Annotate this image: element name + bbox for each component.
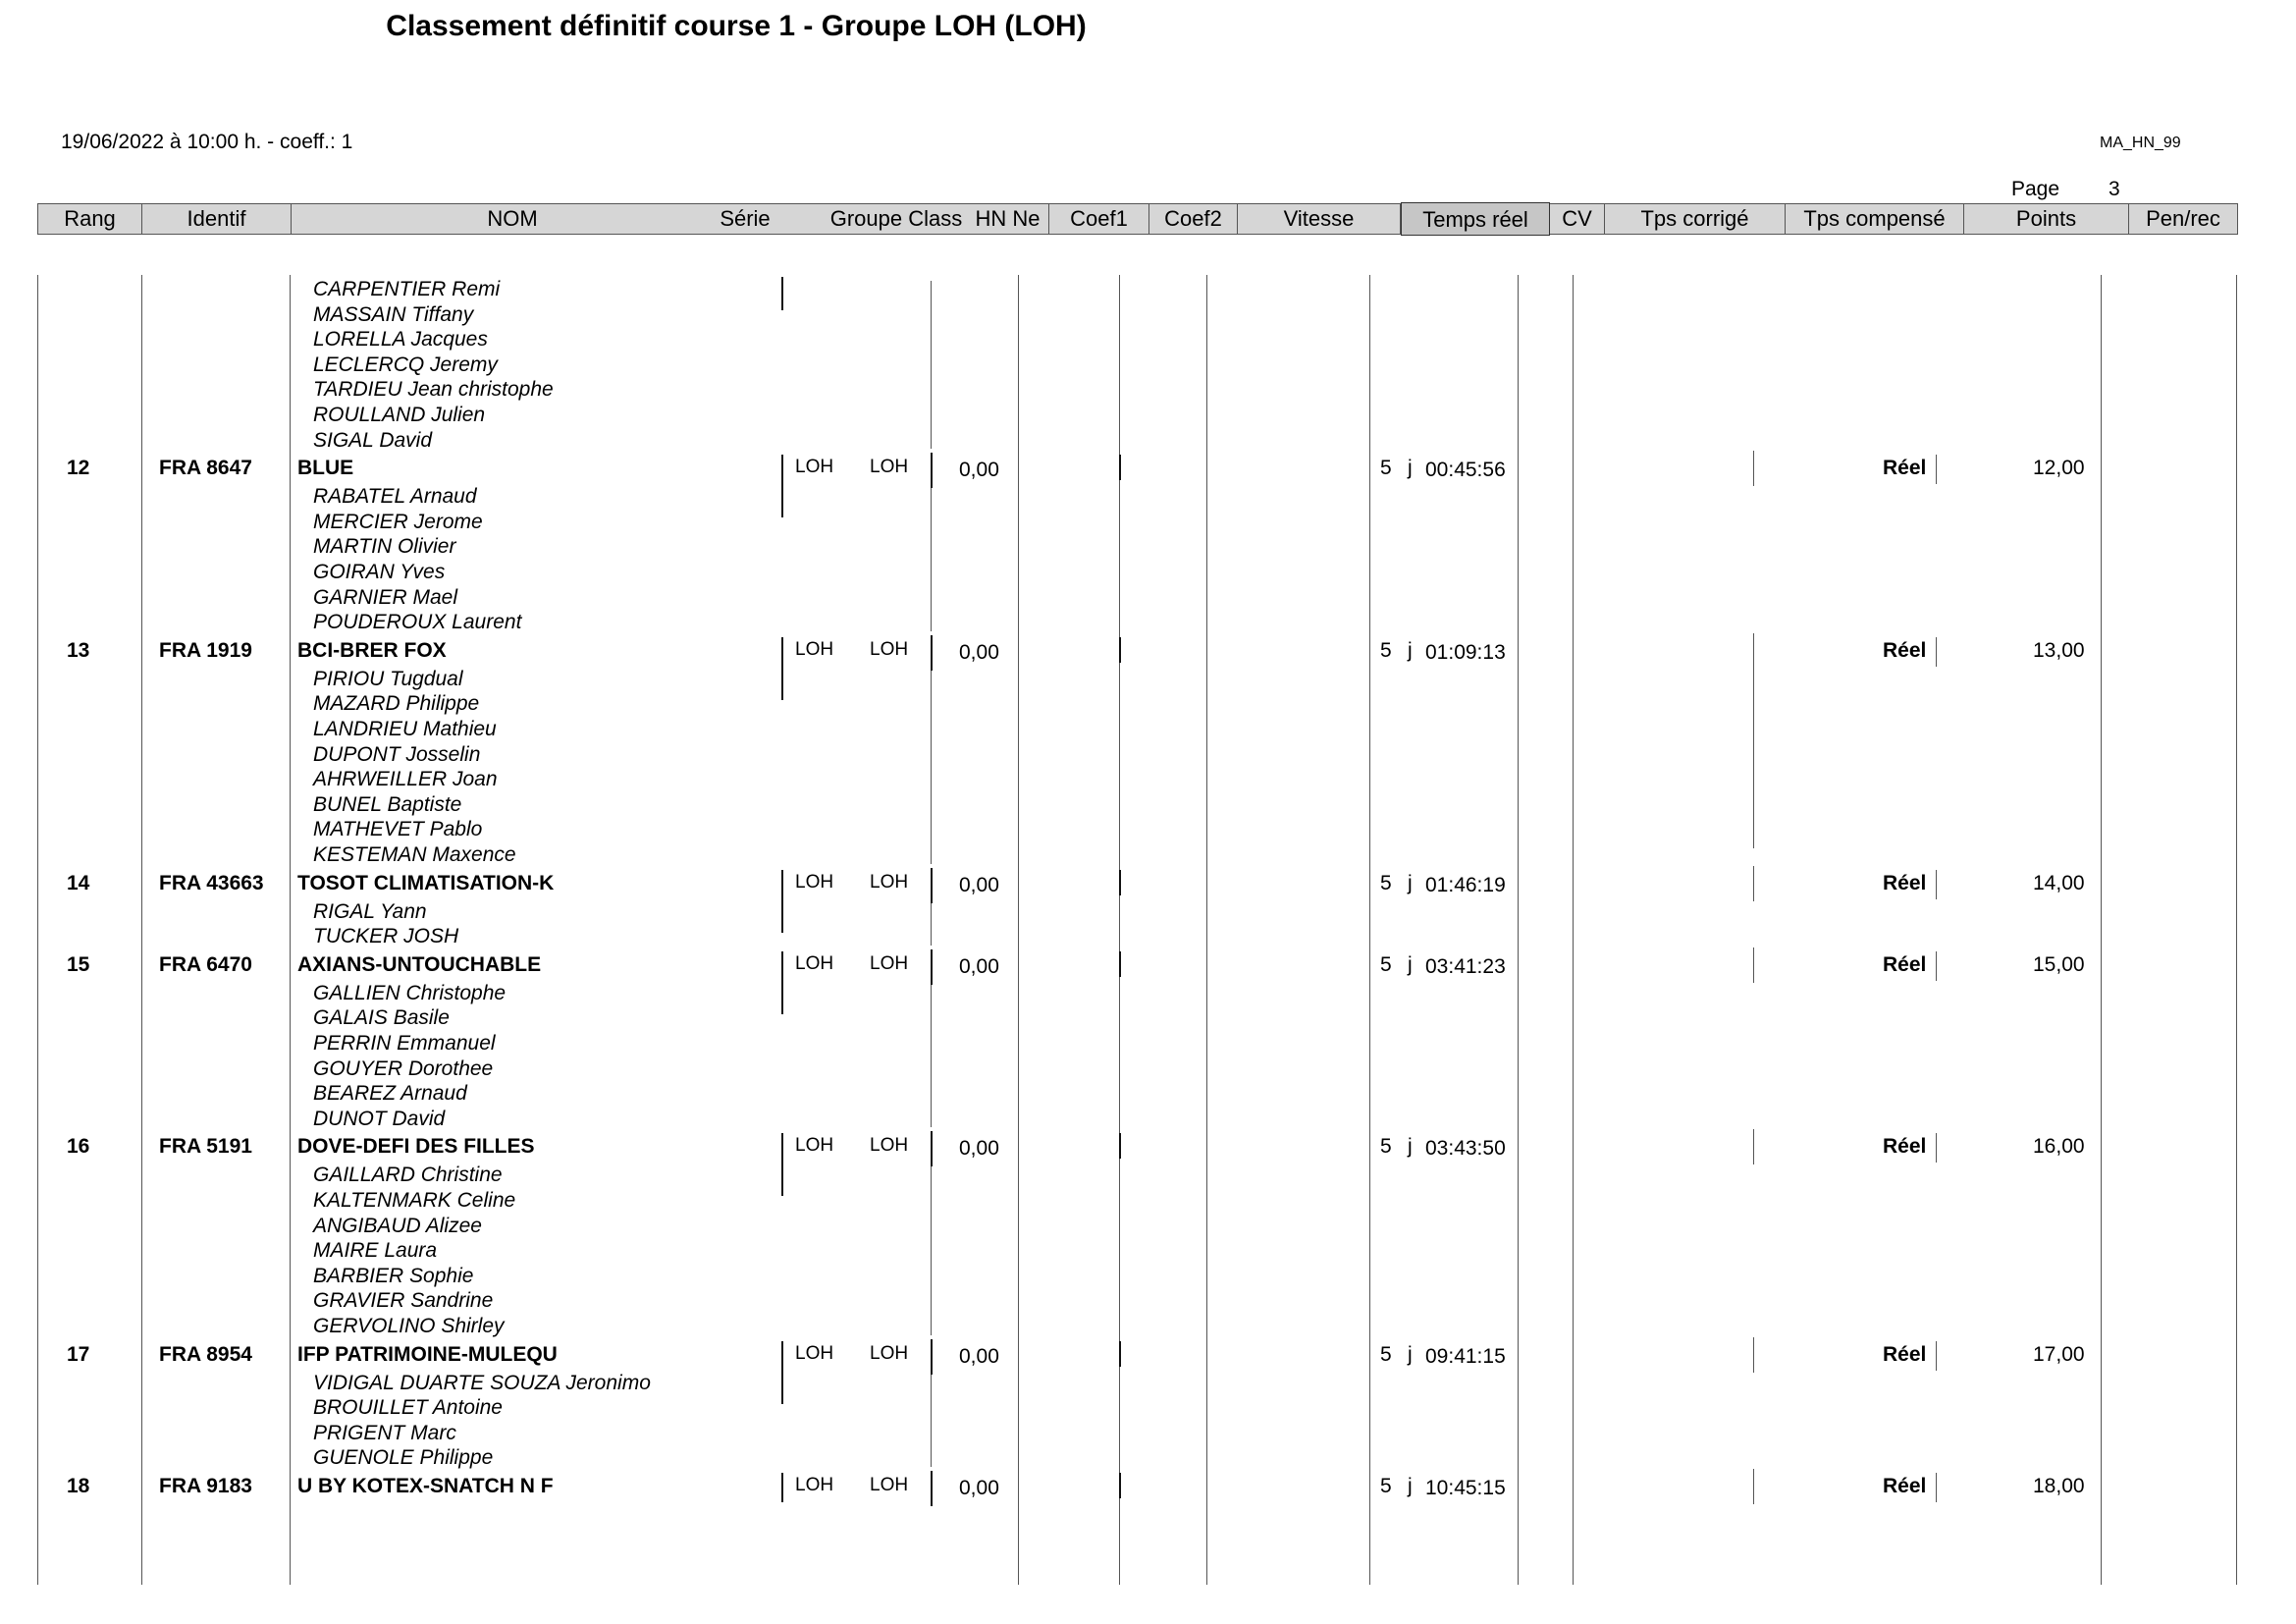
crew-member: BUNEL Baptiste <box>313 792 462 816</box>
crew-member: MAZARD Philippe <box>313 692 480 716</box>
serie-cell: LOH <box>795 871 834 893</box>
crew-member: VIDIGAL DUARTE SOUZA Jeronimo <box>313 1371 651 1394</box>
grid-line <box>1573 275 1574 1585</box>
handicap-cell: 0,00 <box>959 954 999 978</box>
serie-cell: LOH <box>795 1475 834 1495</box>
grid-line <box>1369 275 1370 1585</box>
tps-compense-cell: Réel <box>1883 952 1927 976</box>
groupe-cell: LOH <box>870 871 909 893</box>
crew-member: MATHEVET Pablo <box>313 818 483 841</box>
cell-divider <box>931 1339 933 1375</box>
cell-divider <box>1753 1469 1754 1504</box>
cv-cell: 5 <box>1380 952 1392 976</box>
cell-divider <box>1753 1129 1754 1164</box>
boat-name-cell: DOVE-DEFI DES FILLES <box>297 1135 535 1159</box>
crew-member: GALLIEN Christophe <box>313 981 507 1004</box>
handicap-cell: 0,00 <box>959 1137 999 1161</box>
groupe-cell: LOH <box>870 1475 909 1495</box>
cell-divider <box>1119 1473 1121 1498</box>
cell-divider <box>931 868 933 903</box>
column-header-rang: Rang <box>38 204 142 234</box>
points-cell: 15,00 <box>2033 952 2085 976</box>
cell-divider <box>1753 633 1754 669</box>
points-cell: 17,00 <box>2033 1342 2085 1366</box>
cell-divider <box>1936 1133 1937 1163</box>
boat-name-cell: U BY KOTEX-SNATCH N F <box>297 1475 554 1497</box>
column-header-tps-compense: Tps compensé <box>1786 204 1964 234</box>
points-cell: 13,00 <box>2033 638 2085 662</box>
sail-number-cell: FRA 5191 <box>159 1135 252 1159</box>
crew-member: LORELLA Jacques <box>313 328 488 352</box>
crew-member: GALAIS Basile <box>313 1006 450 1030</box>
cv-cell: 5 <box>1380 1135 1392 1159</box>
tps-compense-cell: Réel <box>1883 871 1927 894</box>
crew-member: CARPENTIER Remi <box>313 278 501 300</box>
crew-member: LANDRIEU Mathieu <box>313 718 497 740</box>
status-flag-cell: j <box>1408 871 1413 894</box>
serie-cell: LOH <box>795 1135 834 1157</box>
cell-divider <box>781 277 783 310</box>
crew-member: KALTENMARK Celine <box>313 1189 516 1212</box>
groupe-cell: LOH <box>870 638 909 660</box>
cell-divider <box>781 951 783 981</box>
sail-number-cell: FRA 43663 <box>159 871 264 894</box>
handicap-cell: 0,00 <box>959 640 999 664</box>
cell-divider <box>781 637 783 667</box>
cell-divider <box>781 1133 783 1163</box>
status-flag-cell: j <box>1408 1342 1413 1366</box>
cell-divider <box>931 671 932 864</box>
handicap-cell: 0,00 <box>959 1477 999 1499</box>
crew-member: MARTIN Olivier <box>313 535 456 559</box>
rank-cell: 15 <box>67 952 90 976</box>
crew-member: DUPONT Josselin <box>313 742 481 766</box>
cell-divider <box>1936 951 1937 981</box>
cell-divider <box>1119 1133 1121 1159</box>
crew-member: DUNOT David <box>313 1107 446 1130</box>
cell-divider <box>931 1375 932 1467</box>
crew-member: BARBIER Sophie <box>313 1264 474 1287</box>
cell-divider <box>781 981 783 1014</box>
groupe-cell: LOH <box>870 952 909 974</box>
boat-name-cell: AXIANS-UNTOUCHABLE <box>297 952 542 976</box>
boat-name-cell: IFP PATRIMOINE-MULEQU <box>297 1342 558 1366</box>
cell-divider <box>1753 947 1754 983</box>
cell-divider <box>1119 1341 1121 1367</box>
cell-divider <box>1119 870 1121 895</box>
cell-divider <box>931 453 933 488</box>
sail-number-cell: FRA 8954 <box>159 1342 252 1366</box>
sail-number-cell: FRA 8647 <box>159 457 252 480</box>
cell-divider <box>781 870 783 899</box>
cell-divider <box>781 1371 783 1404</box>
sail-number-cell: FRA 9183 <box>159 1475 252 1497</box>
cell-divider <box>1936 870 1937 899</box>
grid-line <box>2236 275 2237 1585</box>
tps-compense-cell: Réel <box>1883 1342 1927 1366</box>
cv-cell: 5 <box>1380 1475 1392 1497</box>
cell-divider <box>1936 637 1937 667</box>
cell-divider <box>1119 637 1121 663</box>
crew-member: MAIRE Laura <box>313 1239 438 1263</box>
cell-divider <box>931 488 932 631</box>
crew-member: GOIRAN Yves <box>313 561 446 583</box>
real-time-cell: 03:43:50 <box>1425 1137 1506 1161</box>
page-title: Classement définitif course 1 - Groupe LOH (LOH) <box>386 10 1087 42</box>
cv-cell: 5 <box>1380 1342 1392 1366</box>
tps-compense-cell: Réel <box>1883 1475 1927 1497</box>
sail-number-cell: FRA 6470 <box>159 952 252 976</box>
crew-member: GARNIER Mael <box>313 585 458 609</box>
points-cell: 18,00 <box>2033 1475 2085 1497</box>
rank-cell: 18 <box>67 1475 90 1497</box>
crew-member: BEAREZ Arnaud <box>313 1082 467 1106</box>
cell-divider <box>781 455 783 484</box>
column-header-coef1: Coef1 <box>1049 204 1149 234</box>
groupe-cell: LOH <box>870 1342 909 1364</box>
handicap-cell: 0,00 <box>959 873 999 896</box>
cell-divider <box>1119 951 1121 977</box>
cell-divider <box>781 1473 783 1502</box>
cell-divider <box>931 1166 932 1334</box>
crew-member: GUENOLE Philippe <box>313 1446 494 1470</box>
rank-cell: 12 <box>67 457 90 480</box>
grid-line <box>1018 275 1019 1585</box>
groupe-cell: LOH <box>870 457 909 478</box>
crew-member: ANGIBAUD Alizee <box>313 1214 482 1237</box>
rank-cell: 17 <box>67 1342 90 1366</box>
rank-cell: 13 <box>67 638 90 662</box>
cell-divider <box>931 949 933 985</box>
real-time-cell: 00:45:56 <box>1425 459 1506 482</box>
column-header-vitesse: Vitesse <box>1238 204 1401 234</box>
crew-member: RABATEL Arnaud <box>313 485 477 509</box>
crew-member: TUCKER JOSH <box>313 925 459 948</box>
cell-divider <box>781 899 783 933</box>
crew-member: PERRIN Emmanuel <box>313 1032 496 1055</box>
race-date-line: 19/06/2022 à 10:00 h. - coeff.: 1 <box>61 131 353 153</box>
cv-cell: 5 <box>1380 638 1392 662</box>
status-flag-cell: j <box>1408 952 1413 976</box>
real-time-cell: 10:45:15 <box>1425 1477 1506 1499</box>
cell-divider <box>781 484 783 517</box>
cell-divider <box>781 1341 783 1371</box>
real-time-cell: 01:09:13 <box>1425 640 1506 664</box>
status-flag-cell: j <box>1408 1475 1413 1497</box>
boat-name-cell: BCI-BRER FOX <box>297 638 447 662</box>
crew-member: ROULLAND Julien <box>313 404 486 426</box>
column-header-tps-corrige: Tps corrigé <box>1605 204 1786 234</box>
serie-cell: LOH <box>795 952 834 974</box>
handicap-cell: 0,00 <box>959 459 999 482</box>
cell-divider <box>1119 455 1121 480</box>
boat-name-cell: BLUE <box>297 457 354 480</box>
crew-member: RIGAL Yann <box>313 899 427 923</box>
cv-cell: 5 <box>1380 457 1392 480</box>
column-header-points: Points <box>1964 204 2129 234</box>
sail-number-cell: FRA 1919 <box>159 638 252 662</box>
column-header-groupe-class: Groupe Class <box>829 206 963 231</box>
column-header-pen-rec: Pen/rec <box>2146 206 2220 231</box>
cell-divider <box>1753 866 1754 901</box>
crew-member: AHRWEILLER Joan <box>313 768 498 791</box>
crew-member: SIGAL David <box>313 428 433 452</box>
crew-member: PRIGENT Marc <box>313 1421 456 1444</box>
cell-divider <box>781 1163 783 1196</box>
grid-line <box>290 275 291 1585</box>
cell-divider <box>1936 1473 1937 1502</box>
status-flag-cell: j <box>1408 638 1413 662</box>
grid-line <box>2101 275 2102 1585</box>
cv-cell: 5 <box>1380 871 1392 894</box>
crew-member: LECLERCQ Jeremy <box>313 352 498 376</box>
column-header-serie: Série <box>720 206 771 231</box>
crew-member: GAILLARD Christine <box>313 1164 503 1187</box>
serie-cell: LOH <box>795 638 834 660</box>
tps-compense-cell: Réel <box>1883 457 1927 480</box>
crew-member: GOUYER Dorothee <box>313 1056 494 1080</box>
column-header-identif: Identif <box>142 204 292 234</box>
grid-line <box>141 275 142 1585</box>
cell-divider <box>1753 1337 1754 1373</box>
rank-cell: 16 <box>67 1135 90 1159</box>
page-number: 3 <box>2109 178 2120 200</box>
column-header-hn-ne: HN Ne <box>967 204 1049 234</box>
crew-member: POUDEROUX Laurent <box>313 611 522 634</box>
serie-cell: LOH <box>795 457 834 478</box>
column-header-cv: CV <box>1550 204 1605 234</box>
cell-divider <box>781 667 783 700</box>
column-header-coef2: Coef2 <box>1149 204 1238 234</box>
crew-member: TARDIEU Jean christophe <box>313 378 554 402</box>
cell-divider <box>1936 455 1937 484</box>
crew-member: MASSAIN Tiffany <box>313 302 474 326</box>
cell-divider <box>931 281 932 449</box>
crew-member: GERVOLINO Shirley <box>313 1315 505 1337</box>
real-time-cell: 01:46:19 <box>1425 873 1506 896</box>
grid-line <box>37 275 38 1585</box>
crew-member: MERCIER Jerome <box>313 510 483 533</box>
serie-cell: LOH <box>795 1342 834 1364</box>
cell-divider <box>1753 667 1754 848</box>
crew-member: KESTEMAN Maxence <box>313 843 516 866</box>
status-flag-cell: j <box>1408 457 1413 480</box>
real-time-cell: 09:41:15 <box>1425 1344 1506 1368</box>
document-code: MA_HN_99 <box>2100 135 2181 151</box>
crew-member: BROUILLET Antoine <box>313 1396 503 1420</box>
cell-divider <box>931 903 932 946</box>
crew-member: PIRIOU Tugdual <box>313 667 463 690</box>
rank-cell: 14 <box>67 871 90 894</box>
tps-compense-cell: Réel <box>1883 638 1927 662</box>
points-cell: 16,00 <box>2033 1135 2085 1159</box>
results-table-header <box>37 203 2238 235</box>
handicap-cell: 0,00 <box>959 1344 999 1368</box>
cell-divider <box>1753 451 1754 486</box>
cell-divider <box>1936 1341 1937 1371</box>
page-label: Page <box>2011 178 2060 200</box>
cell-divider <box>931 1131 933 1166</box>
status-flag-cell: j <box>1408 1135 1413 1159</box>
crew-member: GRAVIER Sandrine <box>313 1289 494 1313</box>
grid-line <box>1518 275 1519 1585</box>
column-header-nom: NOM <box>487 206 538 231</box>
column-header-temps-reel: Temps réel <box>1401 202 1550 236</box>
grid-line <box>1206 275 1207 1585</box>
points-cell: 12,00 <box>2033 457 2085 480</box>
points-cell: 14,00 <box>2033 871 2085 894</box>
cell-divider <box>931 1471 933 1506</box>
groupe-cell: LOH <box>870 1135 909 1157</box>
boat-name-cell: TOSOT CLIMATISATION-K <box>297 871 555 894</box>
cell-divider <box>931 635 933 671</box>
tps-compense-cell: Réel <box>1883 1135 1927 1159</box>
real-time-cell: 03:41:23 <box>1425 954 1506 978</box>
cell-divider <box>931 985 932 1128</box>
